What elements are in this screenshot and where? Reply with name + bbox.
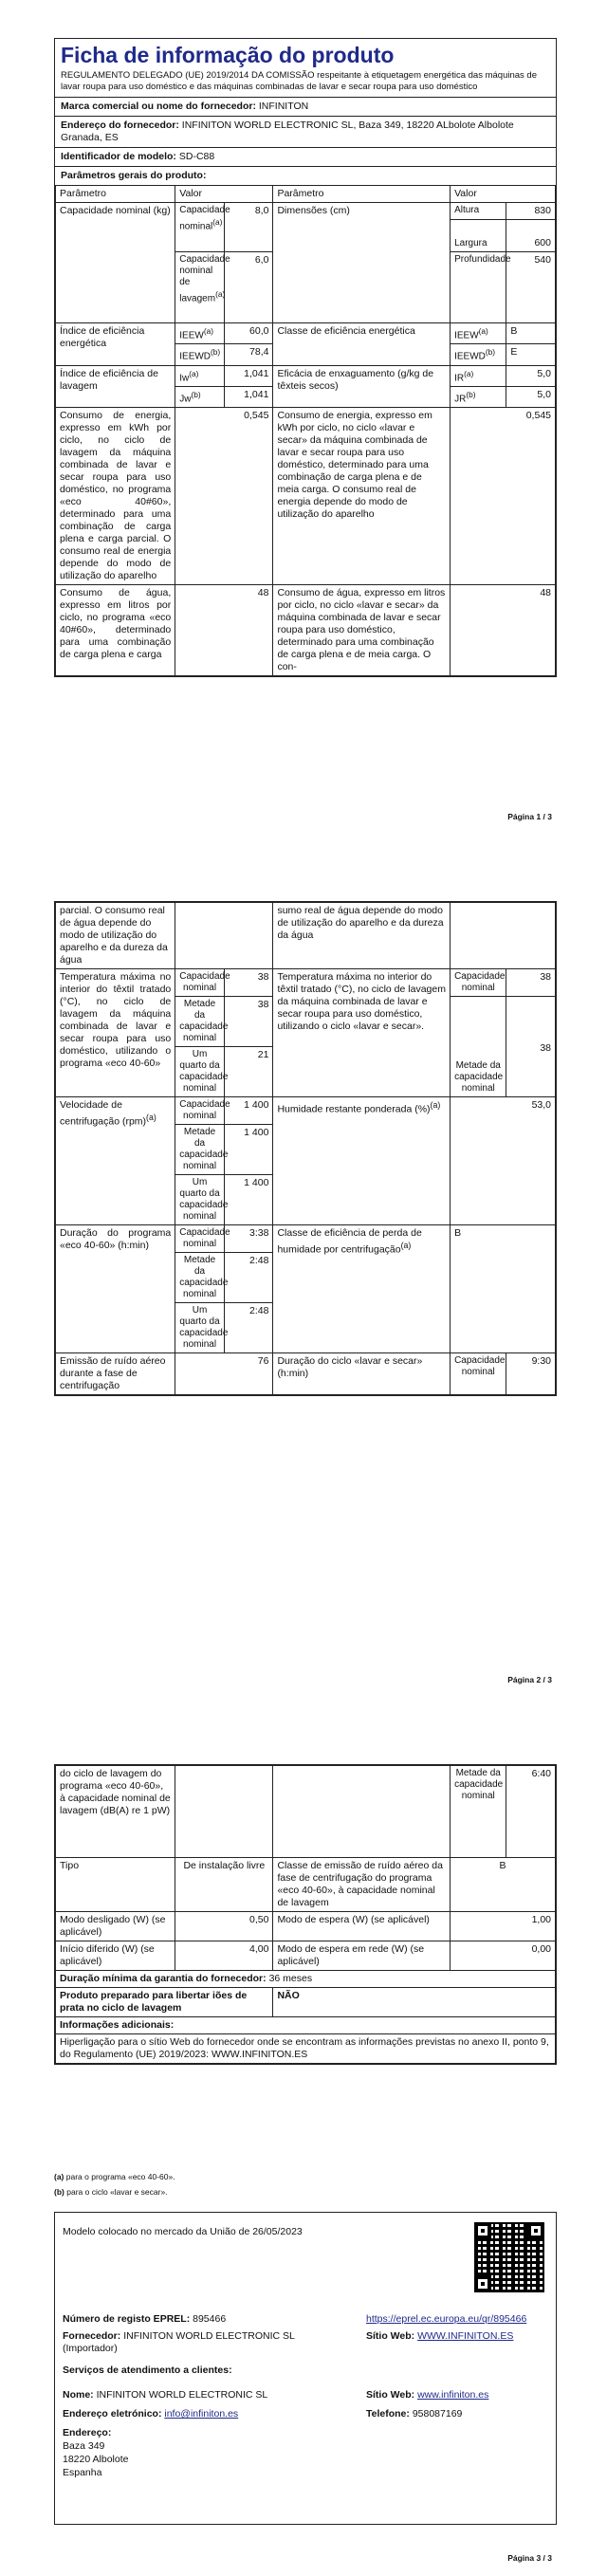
supplier-info	[63, 2330, 347, 2355]
email-label: Endereço eletrónico:	[63, 2408, 162, 2420]
service-email	[63, 2408, 238, 2420]
params-table-3	[55, 1765, 556, 2064]
cycle-full-label: Capacidade nominal	[451, 1353, 506, 1395]
address-line-3: Espanha	[63, 2467, 102, 2478]
page-number: Página 1 / 3	[507, 812, 552, 821]
eei-w-label	[175, 323, 225, 344]
temp-wd-half-label: Metade da capacidade nominal	[451, 997, 506, 1097]
table-row	[56, 903, 556, 969]
type-label: Tipo	[56, 1858, 175, 1912]
spin-half-label: Metade da capacidade nominal	[175, 1125, 225, 1175]
table-row	[56, 408, 556, 585]
jr-value: 5,0	[506, 386, 556, 407]
footnote-mark: (a)	[212, 217, 223, 227]
footnote-a-text: para o programa «eco 40-60».	[65, 2172, 175, 2181]
footnote-mark: (b)	[54, 2187, 64, 2197]
footnote-mark: (a)	[203, 326, 213, 336]
spin-full-label: Capacidade nominal	[175, 1097, 225, 1125]
table-row	[56, 585, 556, 676]
model-value: SD-C88	[178, 151, 215, 162]
address-value: INFINITON WORLD ELECTRONIC SL, Baza 349, 18220 ALbolote Albolote Granada, ES	[61, 120, 514, 143]
moisture-value: 53,0	[451, 1097, 556, 1225]
spin-label	[56, 1097, 175, 1225]
silver-ion-value: NÃO	[273, 1988, 556, 2017]
wash-eff-label: Índice de eficiência de lavagem	[56, 365, 175, 408]
website-link[interactable]: WWW.INFINITON.ES	[417, 2330, 514, 2342]
spin-class-text: Classe de eficiência de perda de humidade por centrifugação	[277, 1227, 422, 1256]
empty-cell	[175, 1766, 273, 1858]
brand-value: INFINITON	[258, 101, 309, 112]
header-value: Valor	[175, 186, 273, 203]
table-row	[56, 1097, 556, 1125]
eprel-reg-label: Número de registo EPREL:	[63, 2313, 191, 2325]
temp-wd-label: Temperatura máxima no interior do têxtil tratado (°C), no ciclo de lavagem da máquina combinada de lavar e secar roupa para uso doméstico, utilizando o ciclo «lavar e secar».	[273, 969, 451, 1097]
type-value: De instalação livre	[175, 1858, 273, 1912]
footnote-mark: (a)	[54, 2172, 64, 2181]
eprel-link[interactable]: https://eprel.ec.europa.eu/qr/895466	[366, 2313, 527, 2325]
email-link[interactable]: info@infiniton.es	[164, 2408, 239, 2420]
address-line-1: Baza 349	[63, 2440, 105, 2452]
eec-wd-label	[451, 344, 506, 365]
cycle-full-value: 9:30	[506, 1353, 556, 1395]
additional-url: WWW.INFINITON.ES	[211, 2049, 308, 2060]
table-row	[56, 1225, 556, 1253]
footnote-b-text: para o ciclo «lavar e secar».	[66, 2187, 168, 2197]
energy-wd-value: 0,545	[451, 408, 556, 585]
net-standby-value: 0,00	[451, 1941, 556, 1971]
phone-value: 958087169	[412, 2408, 463, 2420]
depth-value: 540	[506, 252, 556, 323]
address-heading: Endereço:	[63, 2427, 112, 2438]
water-wd-label-cont: sumo real de água depende do modo de utilização do aparelho e da dureza da água	[273, 903, 451, 969]
eprel-reg-value: 895466	[193, 2313, 227, 2325]
warranty-label: Duração mínima da garantia do fornecedor:	[60, 1973, 267, 1984]
additional-info-label: Informações adicionais:	[56, 2017, 556, 2034]
table-row	[56, 2017, 556, 2034]
footnote-b	[54, 2187, 168, 2198]
eec-wd-value: E	[506, 344, 556, 365]
dimensions-label: Dimensões (cm)	[273, 203, 451, 323]
table-row	[56, 969, 556, 997]
eei-wd-text: IEEWD	[179, 351, 212, 362]
moisture-label	[273, 1097, 451, 1225]
noise-class-value: B	[451, 1858, 556, 1912]
footnote-mark: (a)	[478, 326, 488, 336]
ir-text: IR	[454, 372, 465, 383]
noise-label: Emissão de ruído aéreo durante a fase de centrifugação	[56, 1353, 175, 1395]
footnote-mark: (b)	[191, 389, 201, 399]
spin-half-value: 1 400	[224, 1125, 273, 1175]
eec-w-label	[451, 323, 506, 344]
energy-w-label: Consumo de energia, expresso em kWh por ciclo, no ciclo de lavagem da máquina combinada de lavar e secar roupa para uso doméstico, no programa «eco 40#60», determinado para uma combinação de carga plena e carga parcial. O consumo real de energia depende do modo de utilização do aparelho	[56, 408, 175, 585]
spin-text: Velocidade de centrifugação (rpm)	[60, 1099, 147, 1128]
table-row	[56, 1912, 556, 1941]
water-w-label-cont: parcial. O consumo real de água depende do modo de utilização do aparelho e da dureza da água	[56, 903, 175, 969]
temp-wd-half-value: 38	[506, 997, 556, 1097]
table-header-row	[56, 186, 556, 203]
table-row	[56, 1766, 556, 1858]
standby-value: 1,00	[451, 1912, 556, 1941]
page-3-frame	[54, 1764, 557, 2065]
spin-class-value: B	[451, 1225, 556, 1353]
service-website-link[interactable]: www.infiniton.es	[417, 2389, 489, 2401]
page-1-frame	[54, 38, 557, 677]
eec-label: Classe de eficiência energética	[273, 323, 451, 366]
temp-full-label: Capacidade nominal	[175, 969, 225, 997]
website-label: Sítio Web:	[366, 2330, 415, 2342]
iw-value: 1,041	[224, 365, 273, 386]
noise-label-cont: do ciclo de lavagem do programa «eco 40-60», à capacidade nominal de lavagem (dB(A) re 1 pW)	[56, 1766, 175, 1858]
footnote-mark: (a)	[146, 1113, 156, 1122]
water-w-value: 48	[175, 585, 273, 676]
silver-ion-label: Produto preparado para libertar iões de prata no ciclo de lavagem	[56, 1988, 273, 2017]
table-row	[56, 1971, 556, 1988]
footnote-mark: (a)	[400, 1241, 412, 1250]
temp-w-label: Temperatura máxima no interior do têxtil tratado (°C), no ciclo de lavagem da máquina combinada de lavar e secar roupa para uso doméstico, utilizando o programa «eco 40-60»	[56, 969, 175, 1097]
empty-cell	[273, 1766, 451, 1858]
service-name-label: Nome:	[63, 2389, 94, 2401]
noise-value: 76	[175, 1353, 273, 1395]
temp-quarter-label: Um quarto da capacidade nominal	[175, 1047, 225, 1097]
height-value: 830	[506, 203, 556, 220]
rinse-label: Eficácia de enxaguamento (g/kg de têxteis secos)	[273, 365, 451, 408]
eec-w-text: IEEW	[454, 330, 479, 341]
water-wd-value: 48	[451, 585, 556, 676]
temp-quarter-value: 21	[224, 1047, 273, 1097]
cycle-label: Duração do ciclo «lavar e secar» (h:min)	[273, 1353, 451, 1395]
additional-text: Hiperligação para o sítio Web do fornecedor onde se encontram as informações previstas no anexo II, ponto 9, do Regulamento (UE) 2019/2023:	[60, 2036, 549, 2060]
params-table-1	[55, 185, 556, 676]
spin-full-value: 1 400	[224, 1097, 273, 1125]
width-label: Largura	[451, 220, 506, 252]
footnote-mark: (a)	[189, 368, 199, 378]
supplier-value: INFINITON WORLD ELECTRONIC SL (Importador)	[63, 2330, 295, 2354]
service-website	[366, 2389, 488, 2401]
jr-text: JR	[454, 394, 467, 405]
capacity-wash-value: 8,0	[224, 203, 273, 252]
dur-full-label: Capacidade nominal	[175, 1225, 225, 1253]
jw-text: Jw	[179, 394, 192, 405]
service-phone	[366, 2408, 462, 2420]
temp-full-value: 38	[224, 969, 273, 997]
model-label: Identificador de modelo:	[61, 151, 176, 162]
off-mode-value: 0,50	[175, 1912, 273, 1941]
footnote-a	[54, 2172, 175, 2182]
eec-wd-text: IEEWD	[454, 351, 486, 362]
qr-finder-icon	[474, 2275, 491, 2292]
capacity-wash-text: Capacidade nominal	[179, 205, 230, 232]
temp-wd-full-value: 38	[506, 969, 556, 997]
iw-text: Iw	[179, 372, 190, 383]
customer-service-label: Serviços de atendimento a clientes:	[63, 2364, 232, 2376]
spin-class-label	[273, 1225, 451, 1353]
table-row	[56, 1988, 556, 2017]
ir-value: 5,0	[506, 365, 556, 386]
temp-wd-full-label: Capacidade nominal	[451, 969, 506, 997]
address-row	[55, 116, 556, 147]
phone-label: Telefone:	[366, 2408, 410, 2420]
dur-half-value: 2:48	[224, 1253, 273, 1303]
page-2-frame	[54, 901, 557, 1396]
spin-quarter-label: Um quarto da capacidade nominal	[175, 1175, 225, 1225]
duration-label: Duração do programa «eco 40-60» (h:min)	[56, 1225, 175, 1353]
empty-cell	[451, 903, 556, 969]
model-row	[55, 147, 556, 166]
off-mode-label: Modo desligado (W) (se aplicável)	[56, 1912, 175, 1941]
dur-quarter-label: Um quarto da capacidade nominal	[175, 1303, 225, 1353]
service-name-value: INFINITON WORLD ELECTRONIC SL	[96, 2389, 268, 2401]
table-row	[56, 1858, 556, 1912]
footnote-mark: (a)	[430, 1100, 441, 1110]
general-params-row: Parâmetros gerais do produto:	[55, 166, 556, 185]
service-website-label: Sítio Web:	[366, 2389, 415, 2401]
address-label: Endereço do fornecedor:	[61, 120, 179, 131]
page-title: Ficha de informação do produto	[61, 43, 395, 67]
eei-label: Índice de eficiência energética	[56, 323, 175, 366]
page-number: Página 2 / 3	[507, 1675, 552, 1684]
dur-full-value: 3:38	[224, 1225, 273, 1253]
service-name	[63, 2389, 267, 2401]
brand-label: Marca comercial ou nome do fornecedor:	[61, 101, 256, 112]
page-number: Página 3 / 3	[507, 2553, 552, 2563]
delay-start-value: 4,00	[175, 1941, 273, 1971]
additional-info-text	[56, 2034, 556, 2064]
table-row	[56, 203, 556, 220]
warranty-value: 36 meses	[268, 1973, 313, 1984]
iw-label	[175, 365, 225, 386]
supplier-website	[366, 2330, 513, 2343]
dur-half-label: Metade da capacidade nominal	[175, 1253, 225, 1303]
placed-on-market: Modelo colocado no mercado da União de 26/05/2023	[63, 2226, 303, 2237]
jr-label	[451, 386, 506, 407]
jw-label	[175, 386, 225, 407]
footnote-mark: (b)	[211, 347, 221, 358]
page-3	[0, 1764, 607, 2576]
delay-start-label: Início diferido (W) (se aplicável)	[56, 1941, 175, 1971]
standby-label: Modo de espera (W) (se aplicável)	[273, 1912, 451, 1941]
capacity-dry-label	[175, 252, 230, 323]
eei-wd-label	[175, 344, 225, 365]
table-row	[56, 365, 556, 386]
brand-row	[55, 97, 556, 116]
footnote-mark: (b)	[485, 347, 496, 358]
regulation-text: REGULAMENTO DELEGADO (UE) 2019/2014 DA COMISSÃO respeitante à etiquetagem energética das máquinas de lavar roupa para uso doméstico e das máquinas combinadas de lavar e secar roupa para uso doméstico	[61, 70, 537, 92]
capacity-dry-value: 6,0	[224, 252, 273, 323]
net-standby-label: Modo de espera em rede (W) (se aplicável)	[273, 1941, 451, 1971]
jw-value: 1,041	[224, 386, 273, 407]
capacity-wash-label	[175, 203, 230, 252]
energy-w-value: 0,545	[175, 408, 273, 585]
footnote-mark: (a)	[215, 289, 226, 299]
height-label: Altura	[451, 203, 506, 220]
eei-wd-value: 78,4	[224, 344, 273, 365]
qr-finder-icon	[527, 2222, 544, 2239]
eprel-box	[54, 2212, 557, 2525]
params-table-2	[55, 902, 556, 1395]
energy-wd-label: Consumo de energia, expresso em kWh por ciclo, no ciclo «lavar e secar» da máquina combinada de lavar e secar roupa para uso doméstico, determinado para uma combinação de carga plena e de meia carga. O consumo real de energia depende do modo de utilização do aparelho	[273, 408, 451, 585]
width-value: 600	[506, 220, 556, 252]
spin-quarter-value: 1 400	[224, 1175, 273, 1225]
supplier-label: Fornecedor:	[63, 2330, 121, 2342]
capacity-label: Capacidade nominal (kg)	[56, 203, 175, 323]
table-row	[56, 1353, 556, 1395]
dur-quarter-value: 2:48	[224, 1303, 273, 1353]
temp-half-value: 38	[224, 997, 273, 1047]
depth-label: Profundidade	[451, 252, 506, 323]
qr-finder-icon	[474, 2222, 491, 2239]
empty-cell	[175, 903, 273, 969]
eprel-reg	[63, 2313, 226, 2326]
eei-w-text: IEEW	[179, 330, 204, 341]
header-param: Parâmetro	[56, 186, 175, 203]
moisture-text: Humidade restante ponderada (%)	[277, 1103, 431, 1115]
page-2	[0, 901, 607, 1698]
eec-w-value: B	[506, 323, 556, 344]
water-w-label: Consumo de água, expresso em litros por ciclo, no programa «eco 40#60», determinado para uma combinação de carga plena e carga	[56, 585, 175, 676]
address-line-2: 18220 Albolote	[63, 2454, 129, 2465]
table-row	[56, 2034, 556, 2064]
temp-half-label: Metade da capacidade nominal	[175, 997, 225, 1047]
warranty-row	[56, 1971, 556, 1988]
footnote-mark: (b)	[466, 389, 476, 399]
noise-class-label: Classe de emissão de ruído aéreo da fase de centrifugação do programa «eco 40-60», à capacidade nominal de lavagem	[273, 1858, 451, 1912]
capacity-dry-text: Capacidade nominal de lavagem	[179, 254, 230, 304]
page-1	[0, 0, 607, 835]
footnote-mark: (a)	[464, 368, 474, 378]
cycle-half-value: 6:40	[506, 1766, 556, 1858]
qr-code[interactable]	[474, 2222, 544, 2292]
table-row	[56, 323, 556, 344]
eei-w-value: 60,0	[224, 323, 273, 344]
water-wd-label: Consumo de água, expresso em litros por ciclo, no ciclo «lavar e secar» da máquina combinada de lavar e secar roupa para uso doméstico, determinado para uma combinação de carga plena e de meia carga. O con-	[273, 585, 451, 676]
table-row	[56, 1941, 556, 1971]
header-param-2: Parâmetro	[273, 186, 451, 203]
cycle-half-label: Metade da capacidade nominal	[451, 1766, 506, 1858]
ir-label	[451, 365, 506, 386]
header-value-2: Valor	[451, 186, 556, 203]
